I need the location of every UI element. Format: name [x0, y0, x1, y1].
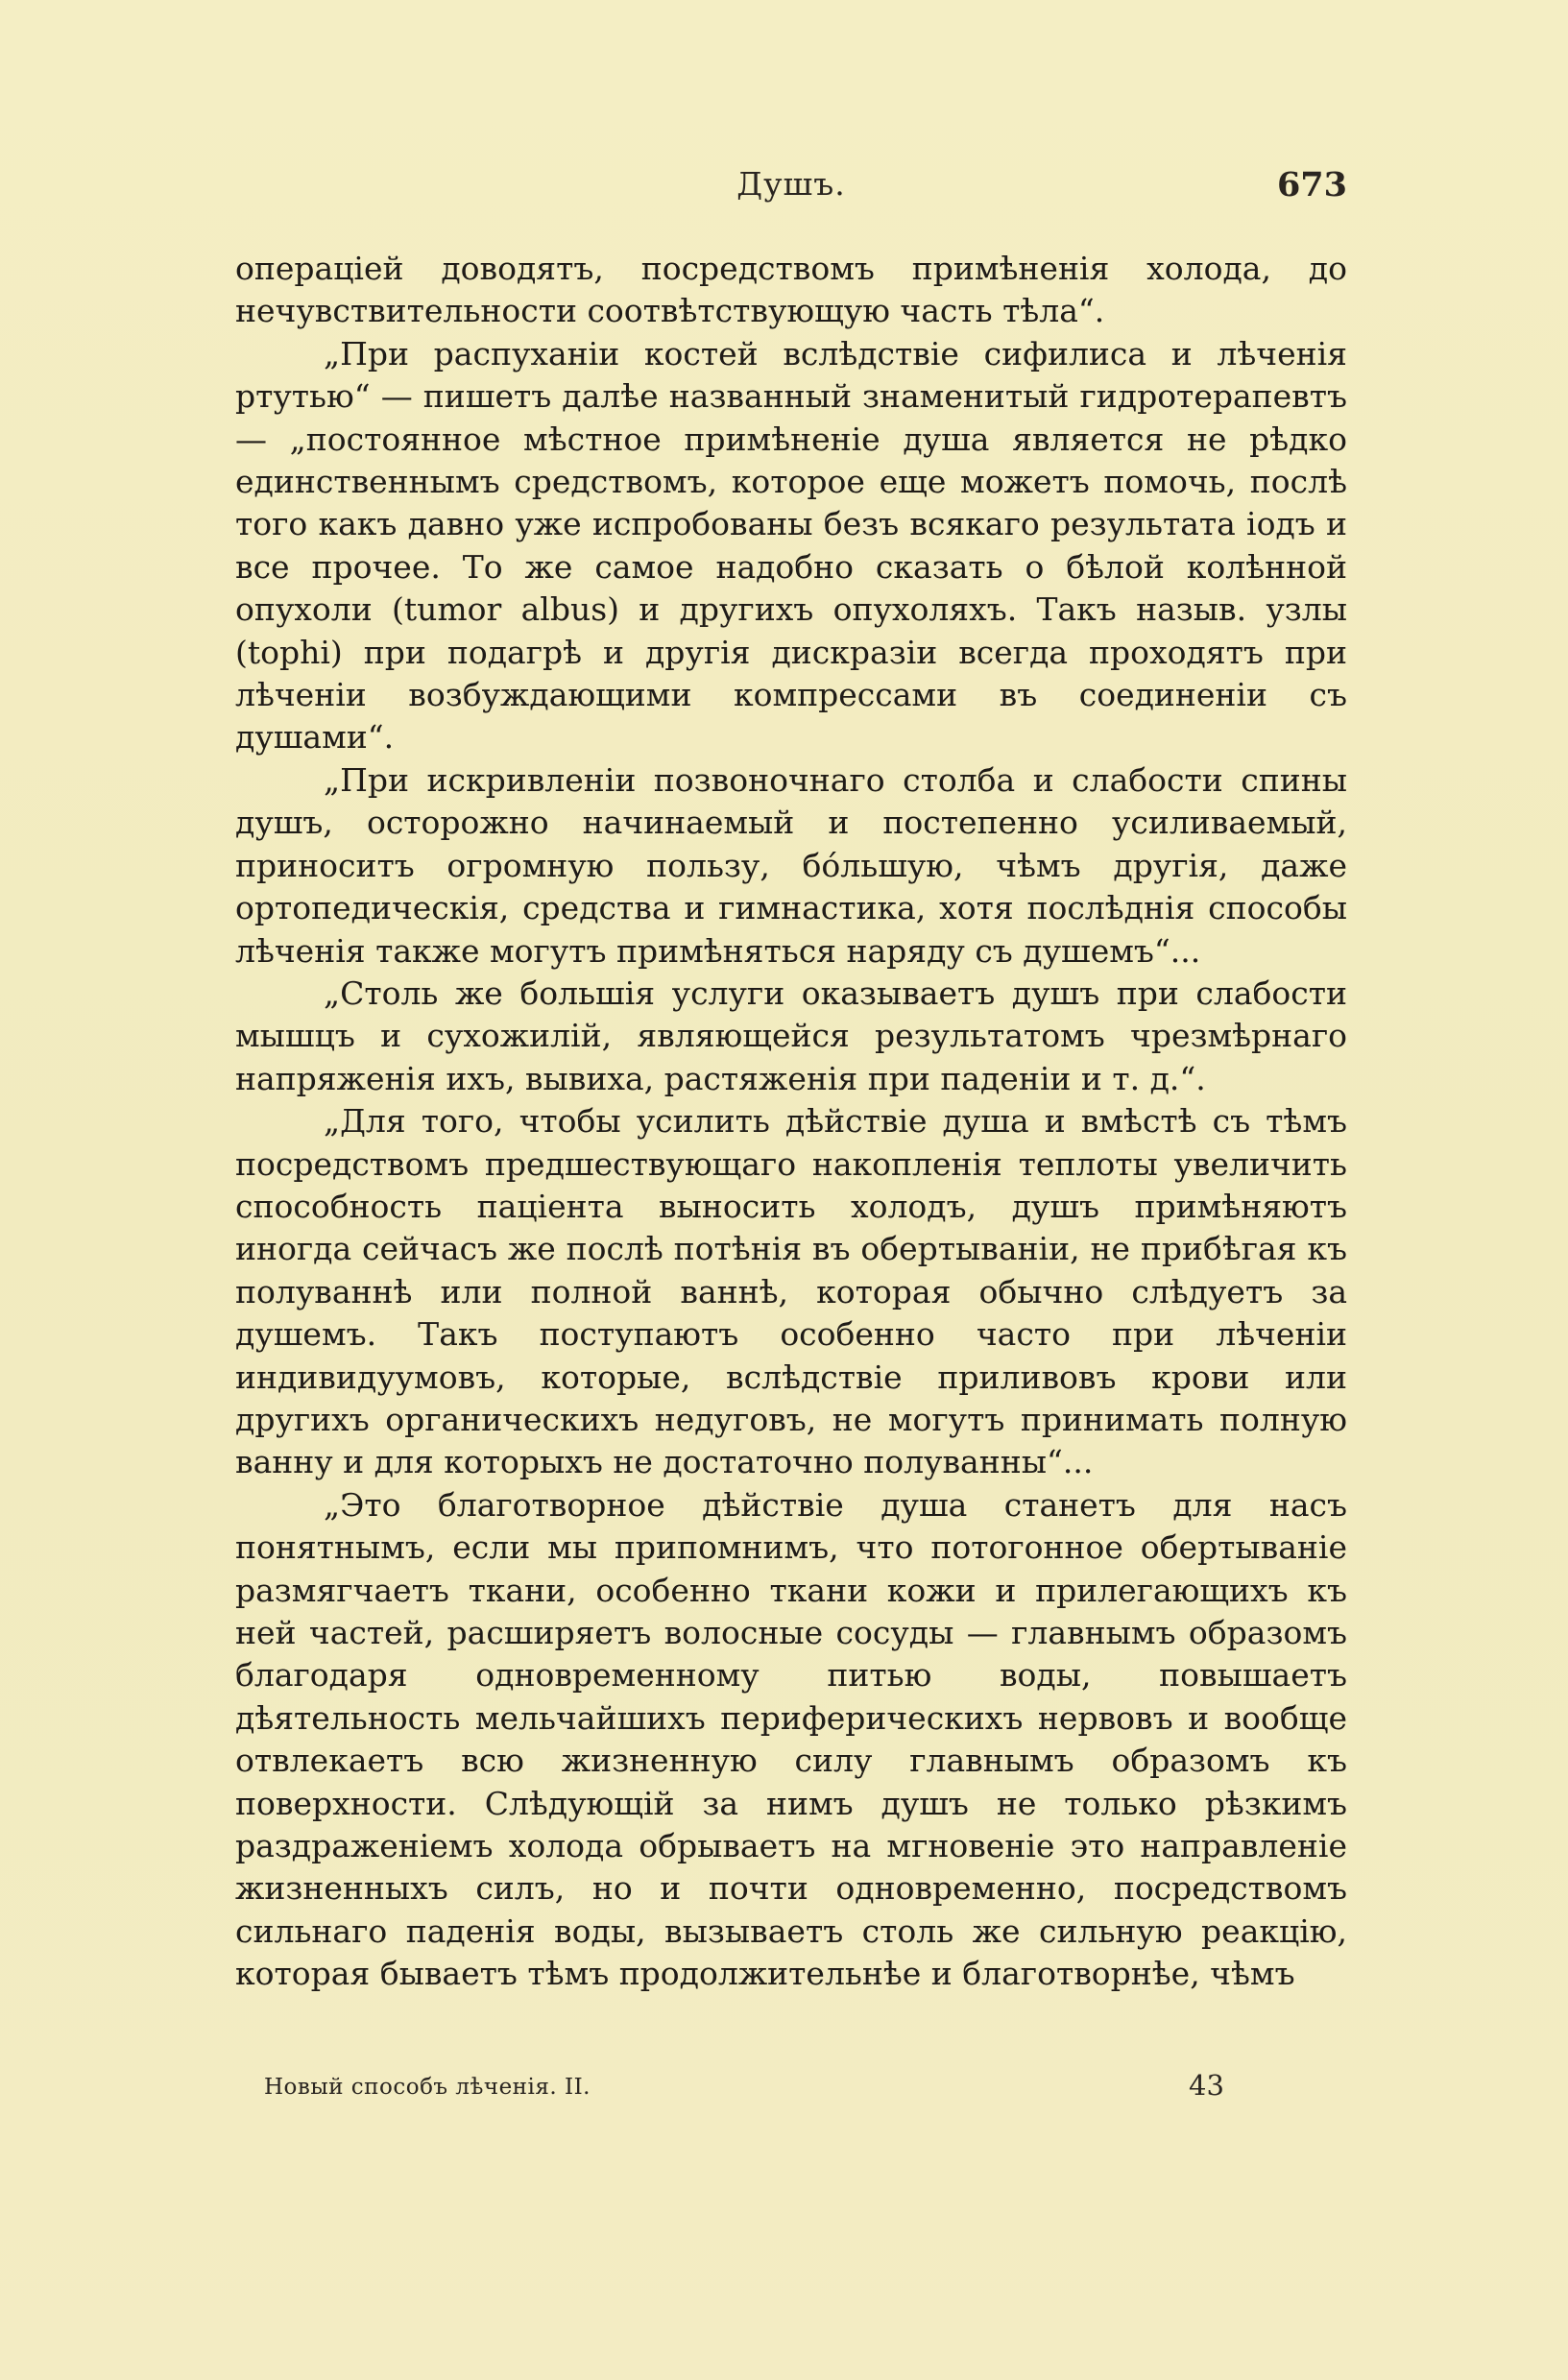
page-number: 673 [1276, 165, 1347, 204]
paragraph: „Столь же большія услуги оказываетъ душъ при слабости мышцъ и сухожилій, являющейся результатомъ чрезмѣрнаго напряженія ихъ, вывиха, растяженія при паденіи и т. д.“. [235, 974, 1347, 1097]
paragraph-continuation: операціей доводятъ, посредствомъ примѣненія холода, до нечувствительности соотвѣтствующую часть тѣла“. [235, 250, 1347, 330]
signature-mark: 43 [1189, 2069, 1224, 2102]
body-text [235, 248, 1347, 1996]
paragraph: „Для того, чтобы усилить дѣйствіе душа и вмѣстѣ съ тѣмъ посредствомъ предшествующаго накопленія теплоты увеличить способность паціента выносить холодъ, душъ примѣняютъ иногда сейчасъ же послѣ потѣнія въ обертываніи, не прибѣгая къ полуваннѣ или полной ваннѣ, которая обычно слѣдуетъ за душемъ. Такъ поступаютъ особенно часто при лѣченіи индивидуумовъ, которые, вслѣдствіе приливовъ крови или другихъ органическихъ недуговъ, не могутъ принимать полную ванну и для которыхъ не достаточно полуванны“... [235, 1102, 1347, 1481]
paragraph: „При распуханіи костей вслѣдствіе сифилиса и лѣченія ртутью“ — пишетъ далѣе названный знаменитый гидротерапевтъ — „постоянное мѣстное примѣненіе душа является не рѣдко единственнымъ средствомъ, которое еще можетъ помочь, послѣ того какъ давно уже испробованы безъ всякаго результата іодъ и все прочее. То же самое надобно сказать о бѣлой колѣнной опухоли (tumor albus) и другихъ опухоляхъ. Такъ назыв. узлы (tophi) при подагрѣ и другія дискразіи всегда проходятъ при лѣченіи возбуждающими компрессами въ соединеніи съ душами“. [235, 334, 1347, 757]
page-footer [264, 2069, 1224, 2107]
paragraph: „Это благотворное дѣйствіе душа станетъ для насъ понятнымъ, если мы припомнимъ, что потогонное обертываніе размягчаетъ ткани, особенно ткани кожи и прилегающихъ къ ней частей, расширяетъ волосные сосуды — главнымъ образомъ благодаря одновременному питью воды, повышаетъ дѣятельность мельчайшихъ периферическихъ нервовъ и вообще отвлекаетъ всю жизненную силу главнымъ образомъ къ поверхности. Слѣдующій за нимъ душъ не только рѣзкимъ раздраженіемъ холода обрываетъ на мгновеніе это направленіе жизненныхъ силъ, но и почти одновременно, посредствомъ сильнаго паденія воды, вызываетъ столь же сильную реакцію, которая бываетъ тѣмъ продолжительнѣе и благотворнѣе, чѣмъ [235, 1485, 1347, 1993]
paragraph: „При искривленіи позвоночнаго столба и слабости спины душъ, осторожно начинаемый и постепенно усиливаемый, приноситъ огромную пользу, бо́льшую, чѣмъ другія, даже ортопедическія, средства и гимнастика, хотя послѣднія способы лѣченія также могутъ примѣняться наряду съ душемъ“... [235, 760, 1347, 970]
footer-book-title: Новый способъ лѣченія. II. [264, 2075, 591, 2100]
running-head [235, 165, 1347, 213]
running-title: Душъ. [736, 165, 846, 203]
